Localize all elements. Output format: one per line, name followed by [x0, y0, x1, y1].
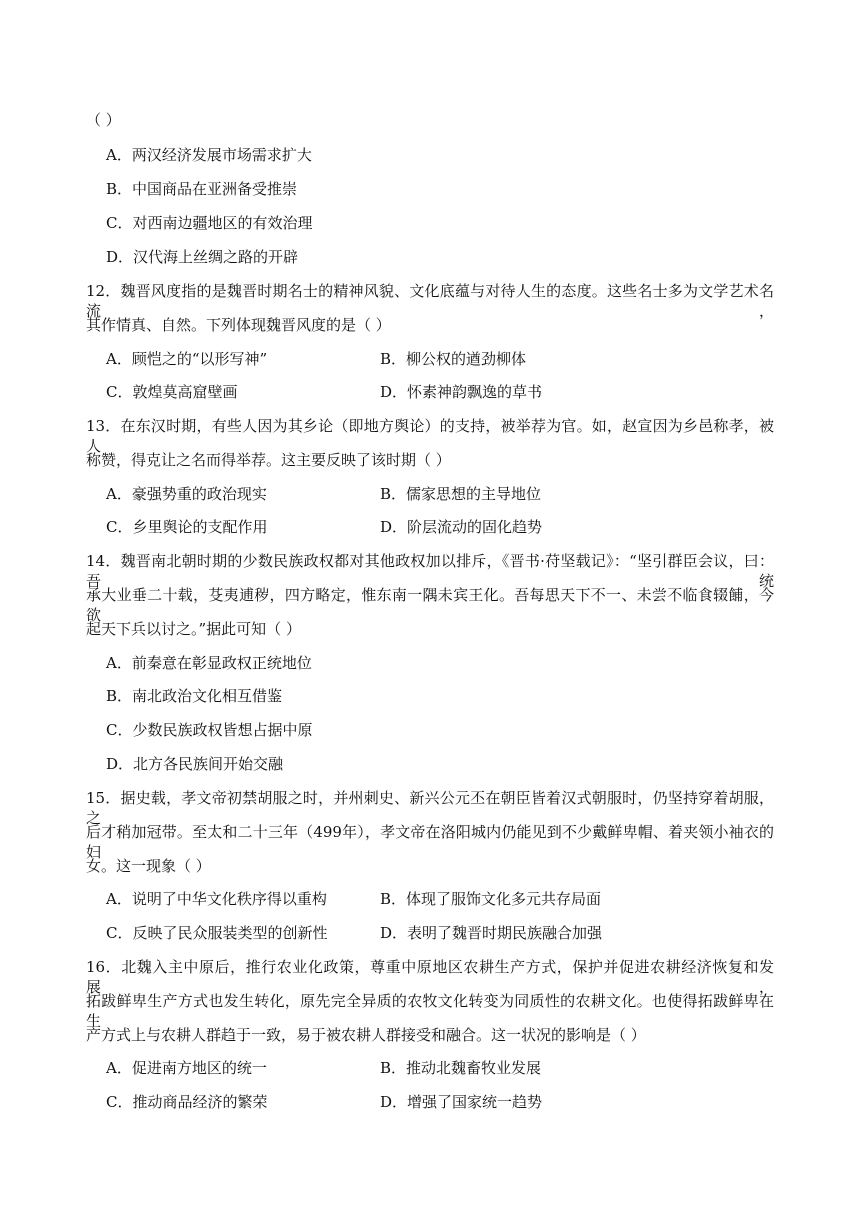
- q16-option-d: D．增强了国家统一趋势: [380, 1093, 543, 1111]
- q13-option-b: B．儒家思想的主导地位: [380, 485, 542, 503]
- q16-stem-line-1: 16．北魏入主中原后，推行农业化政策，尊重中原地区农耕生产方式，保护并促进农耕经济恢复和发展，: [86, 958, 774, 996]
- q12-option-c: C．敦煌莫高窟壁画: [106, 383, 238, 401]
- q15-option-b: B．体现了服饰文化多元共存局面: [380, 890, 602, 908]
- q14-stem-line-1: 14．魏晋南北朝时期的少数民族政权都对其他政权加以排斥，《晋书·苻坚载记》：“坚引群臣会议，曰：吾统: [86, 552, 774, 590]
- q11-option-c: C．对西南边疆地区的有效治理: [106, 214, 313, 232]
- q14-option-b: B．南北政治文化相互借鉴: [106, 687, 283, 705]
- q12-option-a: A．顾恺之的“以形写神”: [106, 350, 268, 368]
- q11-option-b: B．中国商品在亚洲备受推崇: [106, 180, 298, 198]
- q12-option-d: D．怀素神韵飘逸的草书: [380, 383, 543, 401]
- q13-option-d: D．阶层流动的固化趋势: [380, 518, 543, 536]
- q16-stem-line-3: 产方式上与农耕人群趋于一致，易于被农耕人群接受和融合。这一状况的影响是（ ）: [86, 1026, 646, 1044]
- q15-option-c: C．反映了民众服装类型的创新性: [106, 924, 328, 942]
- q13-option-c: C．乡里舆论的支配作用: [106, 518, 268, 536]
- q15-option-d: D．表明了魏晋时期民族融合加强: [380, 924, 603, 942]
- answer-paren: （ ）: [86, 111, 121, 129]
- q15-stem-line-1: 15．据史载，孝文帝初禁胡服之时，并州刺史、新兴公元丕在朝臣皆着汉式朝服时，仍坚持穿着胡服，之: [86, 789, 774, 827]
- q14-stem-line-3: 起天下兵以讨之。”据此可知（ ）: [86, 620, 301, 638]
- q15-stem-line-3: 女。这一现象（ ）: [86, 857, 211, 875]
- q15-option-a: A．说明了中华文化秩序得以重构: [106, 890, 327, 908]
- q14-option-c: C．少数民族政权皆想占据中原: [106, 721, 313, 739]
- q12-stem-line-2: 其作情真、自然。下列体现魏晋风度的是（ ）: [86, 316, 391, 334]
- q13-stem-line-2: 称赞，得克让之名而得举荐。这主要反映了该时期（ ）: [86, 451, 451, 469]
- q16-stem-line-2: 拓跋鲜卑生产方式也发生转化，原先完全异质的农牧文化转变为同质性的农耕文化。也使得拓跋鲜卑在生: [86, 992, 774, 1030]
- q16-option-b: B．推动北魏畜牧业发展: [380, 1059, 542, 1077]
- q13-option-a: A．豪强势重的政治现实: [106, 485, 267, 503]
- q14-option-a: A．前秦意在彰显政权正统地位: [106, 654, 312, 672]
- q12-option-b: B．柳公权的遒劲柳体: [380, 350, 527, 368]
- q15-stem-line-2: 后才稍加冠带。至太和二十三年（499年），孝文帝在洛阳城内仍能见到不少戴鲜卑帽、着夹领小袖衣的妇: [86, 823, 774, 861]
- q11-option-d: D．汉代海上丝绸之路的开辟: [106, 248, 299, 266]
- q12-stem-line-1: 12．魏晋风度指的是魏晋时期名士的精神风貌、文化底蕴与对待人生的态度。这些名士多为文学艺术名流，: [86, 282, 774, 320]
- q16-option-a: A．促进南方地区的统一: [106, 1059, 267, 1077]
- q14-stem-line-2: 承大业垂二十载，芟夷逋秽，四方略定，惟东南一隅未宾王化。吾每思天下不一、未尝不临食辍餔，今欲: [86, 586, 774, 624]
- q16-option-c: C．推动商品经济的繁荣: [106, 1093, 268, 1111]
- q11-option-a: A．两汉经济发展市场需求扩大: [106, 146, 312, 164]
- q13-stem-line-1: 13．在东汉时期，有些人因为其乡论（即地方舆论）的支持，被举荐为官。如，赵宣因为乡邑称孝，被人: [86, 417, 774, 455]
- q14-option-d: D．北方各民族间开始交融: [106, 755, 284, 773]
